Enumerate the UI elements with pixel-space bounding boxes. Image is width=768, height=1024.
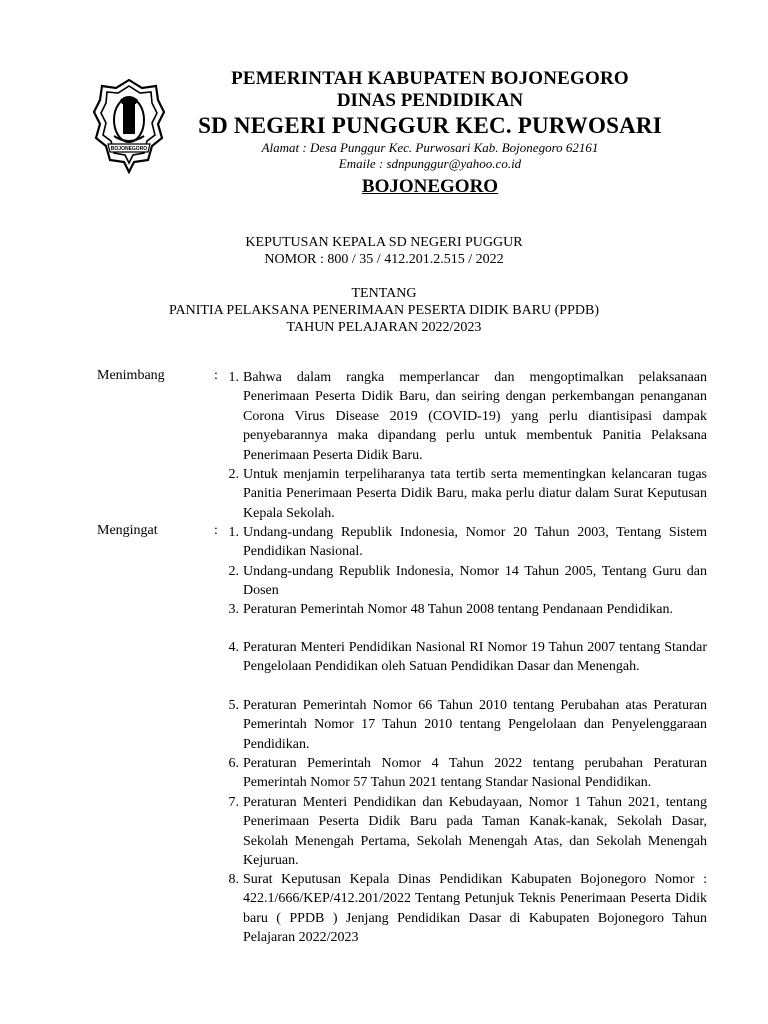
item-number: 7.	[228, 795, 239, 810]
item-number: 3.	[228, 602, 239, 617]
menimbang-label: Menimbang	[97, 368, 165, 383]
decree-heading	[0, 234, 768, 268]
item-text: Peraturan Pemerintah Nomor 48 Tahun 2008 tentang Pendanaan Pendidikan.	[243, 602, 673, 617]
mengingat-item	[222, 600, 707, 619]
item-text: Undang-undang Republik Indonesia, Nomor 14 Tahun 2005, Tentang Guru dan Dosen	[243, 564, 707, 599]
item-text: Surat Keputusan Kepala Dinas Pendidikan Kabupaten Bojonegoro Nomor : 422.1/666/KEP/412.201/2022 Tentang Petunjuk Teknis Penerimaan Peserta Didik baru ( PPDB ) Jenjang Pendidikan Dasar di Kabupaten Bojonegoro Tahun Pelajaran 2022/2023	[243, 872, 707, 946]
item-text: Bahwa dalam rangka memperlancar dan mengoptimalkan pelaksanaan Penerimaan Peserta Didik Baru, dan seiring dengan perkembangan penanganan Corona Virus Disease 2019 (COVID-19) yang perlu diantisipasi dampak penyebarannya maka dipandang perlu untuk membentuk Panitia Pelaksana Penerimaan Peserta Didik Baru.	[243, 370, 707, 463]
menimbang-colon: :	[214, 368, 218, 383]
decree-year: TAHUN PELAJARAN 2022/2023	[286, 320, 482, 335]
item-number: 1.	[228, 370, 239, 385]
decree-subject: PANITIA PELAKSANA PENERIMAAN PESERTA DIDIK BARU (PPDB)	[168, 303, 599, 318]
item-number: 8.	[228, 872, 239, 887]
item-text: Peraturan Pemerintah Nomor 4 Tahun 2022 tentang perubahan Peraturan Pemerintah Nomor 57 Tahun 2021 tentang Standar Nasional Pendidikan.	[243, 756, 707, 791]
mengingat-item	[222, 696, 707, 754]
decree-about: TENTANG	[351, 286, 417, 301]
item-number: 4.	[228, 640, 239, 655]
mengingat-item	[222, 638, 707, 677]
city-name: BOJONEGORO	[361, 176, 499, 197]
item-number: 2.	[228, 467, 239, 482]
letterhead	[170, 68, 690, 200]
bojonegoro-emblem-logo	[92, 78, 166, 174]
mengingat-item	[222, 793, 707, 871]
menimbang-item	[222, 368, 707, 465]
item-number: 2.	[228, 564, 239, 579]
item-text: Undang-undang Republik Indonesia, Nomor 20 Tahun 2003, Tentang Sistem Pendidikan Nasional.	[243, 525, 707, 560]
mengingat-label: Mengingat	[97, 523, 158, 538]
agency-name: DINAS PENDIDIKAN	[336, 90, 524, 111]
item-number: 6.	[228, 756, 239, 771]
item-text: Peraturan Menteri Pendidikan Nasional RI Nomor 19 Tahun 2007 tentang Standar Pengelolaan Pendidikan oleh Satuan Pendidikan Dasar dan Menengah.	[243, 640, 707, 675]
gov-name: PEMERINTAH KABUPATEN BOJONEGORO	[231, 68, 629, 89]
mengingat-item	[222, 523, 707, 562]
mengingat-item	[222, 870, 707, 948]
item-text: Untuk menjamin terpeliharanya tata tertib serta mementingkan kelancaran tugas Panitia Penerimaan Peserta Didik Baru, maka perlu diatur dalam Surat Keputusan Kepala Sekolah.	[243, 467, 707, 521]
mengingat-item	[222, 562, 707, 601]
decree-subject-block	[0, 285, 768, 336]
school-email: Emaile : sdnpunggur@yahoo.co.id	[338, 156, 522, 171]
item-text: Peraturan Pemerintah Nomor 66 Tahun 2010 tentang Perubahan atas Peraturan Pemerintah Nomor 17 Tahun 2010 tentang Pengelolaan dan Penyelenggaraan Pendidikan.	[243, 698, 707, 752]
logo-text: BOJONEGORO	[110, 146, 148, 152]
school-name: SD NEGERI PUNGGUR KEC. PURWOSARI	[198, 113, 662, 138]
menimbang-item	[222, 465, 707, 523]
item-text: Peraturan Menteri Pendidikan dan Kebudayaan, Nomor 1 Tahun 2021, tentang Penerimaan Peserta Didik Baru pada Taman Kanak-kanak, Sekolah Dasar, Sekolah Menengah Pertama, Sekolah Menengah Atas, dan Sekolah Menengah Kejuruan.	[243, 795, 707, 869]
school-address: Alamat : Desa Punggur Kec. Purwosari Kab. Bojonegoro 62161	[261, 140, 599, 155]
item-number: 1.	[228, 525, 239, 540]
mengingat-colon: :	[214, 523, 218, 538]
decree-number: NOMOR : 800 / 35 / 412.201.2.515 / 2022	[264, 252, 504, 267]
item-number: 5.	[228, 698, 239, 713]
mengingat-item	[222, 754, 707, 793]
decree-title: KEPUTUSAN KEPALA SD NEGERI PUGGUR	[245, 235, 523, 250]
